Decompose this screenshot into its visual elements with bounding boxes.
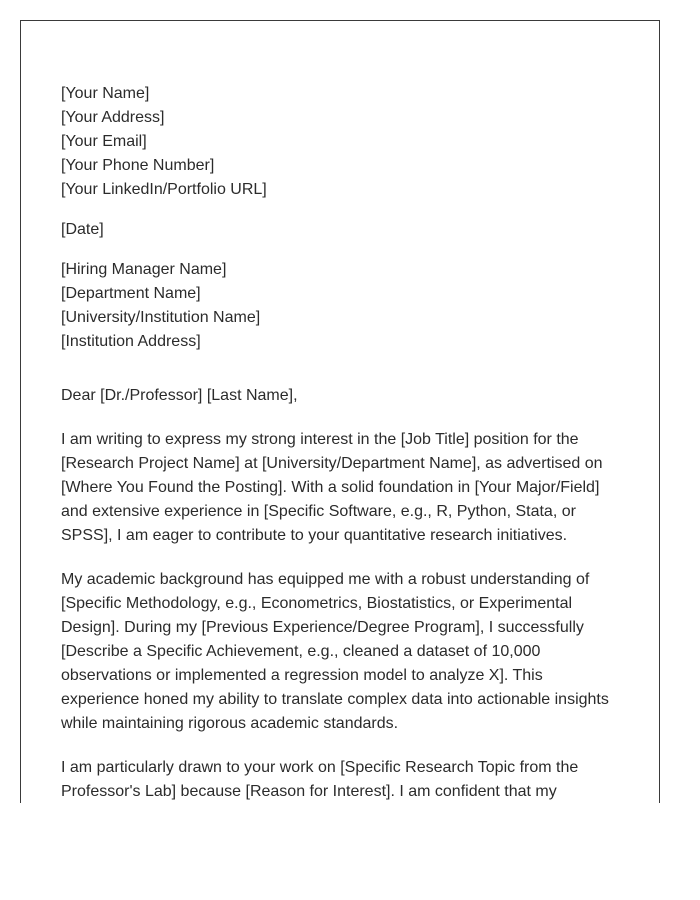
paragraph-line: Professor's Lab] because [Reason for Interest]. I am confident that my bbox=[61, 783, 557, 800]
sender-email: [Your Email] bbox=[61, 133, 147, 150]
date-text: [Date] bbox=[61, 221, 104, 238]
recipient-block bbox=[61, 258, 621, 354]
recipient-hiring-manager: [Hiring Manager Name] bbox=[61, 261, 227, 278]
sender-block bbox=[61, 82, 621, 202]
paragraph-line: I am particularly drawn to your work on [Specific Research Topic from the bbox=[61, 759, 579, 776]
body-paragraph-3 bbox=[61, 756, 621, 803]
letter-date bbox=[61, 218, 621, 242]
paragraph-line: My academic background has equipped me with a robust understanding of bbox=[61, 571, 590, 588]
paragraph-line: [Where You Found the Posting]. With a solid foundation in [Your Major/Field] bbox=[61, 479, 600, 496]
paragraph-line: [Describe a Specific Achievement, e.g., cleaned a dataset of 10,000 bbox=[61, 643, 541, 660]
body-paragraph-2 bbox=[61, 568, 621, 736]
paragraph-line: experience honed my ability to translate complex data into actionable insights bbox=[61, 691, 609, 708]
paragraph-line: while maintaining rigorous academic standards. bbox=[61, 715, 399, 732]
sender-portfolio-url: [Your LinkedIn/Portfolio URL] bbox=[61, 181, 267, 198]
sender-address: [Your Address] bbox=[61, 109, 165, 126]
body-paragraph-1 bbox=[61, 428, 621, 548]
paragraph-line: observations or implemented a regression model to analyze X]. This bbox=[61, 667, 543, 684]
letter-page bbox=[20, 20, 660, 803]
sender-phone: [Your Phone Number] bbox=[61, 157, 215, 174]
paragraph-line: I am writing to express my strong interest in the [Job Title] position for the bbox=[61, 431, 579, 448]
sender-name: [Your Name] bbox=[61, 85, 150, 102]
recipient-address: [Institution Address] bbox=[61, 333, 201, 350]
paragraph-line: and extensive experience in [Specific Software, e.g., R, Python, Stata, or bbox=[61, 503, 576, 520]
paragraph-line: [Research Project Name] at [University/Department Name], as advertised on bbox=[61, 455, 603, 472]
letter-content bbox=[61, 82, 621, 803]
recipient-department: [Department Name] bbox=[61, 285, 201, 302]
paragraph-line: SPSS], I am eager to contribute to your quantitative research initiatives. bbox=[61, 527, 568, 544]
recipient-institution: [University/Institution Name] bbox=[61, 309, 261, 326]
salutation-text: Dear [Dr./Professor] [Last Name], bbox=[61, 387, 298, 404]
paragraph-line: [Specific Methodology, e.g., Econometrics, Biostatistics, or Experimental bbox=[61, 595, 573, 612]
salutation bbox=[61, 384, 621, 408]
paragraph-line: Design]. During my [Previous Experience/Degree Program], I successfully bbox=[61, 619, 584, 636]
